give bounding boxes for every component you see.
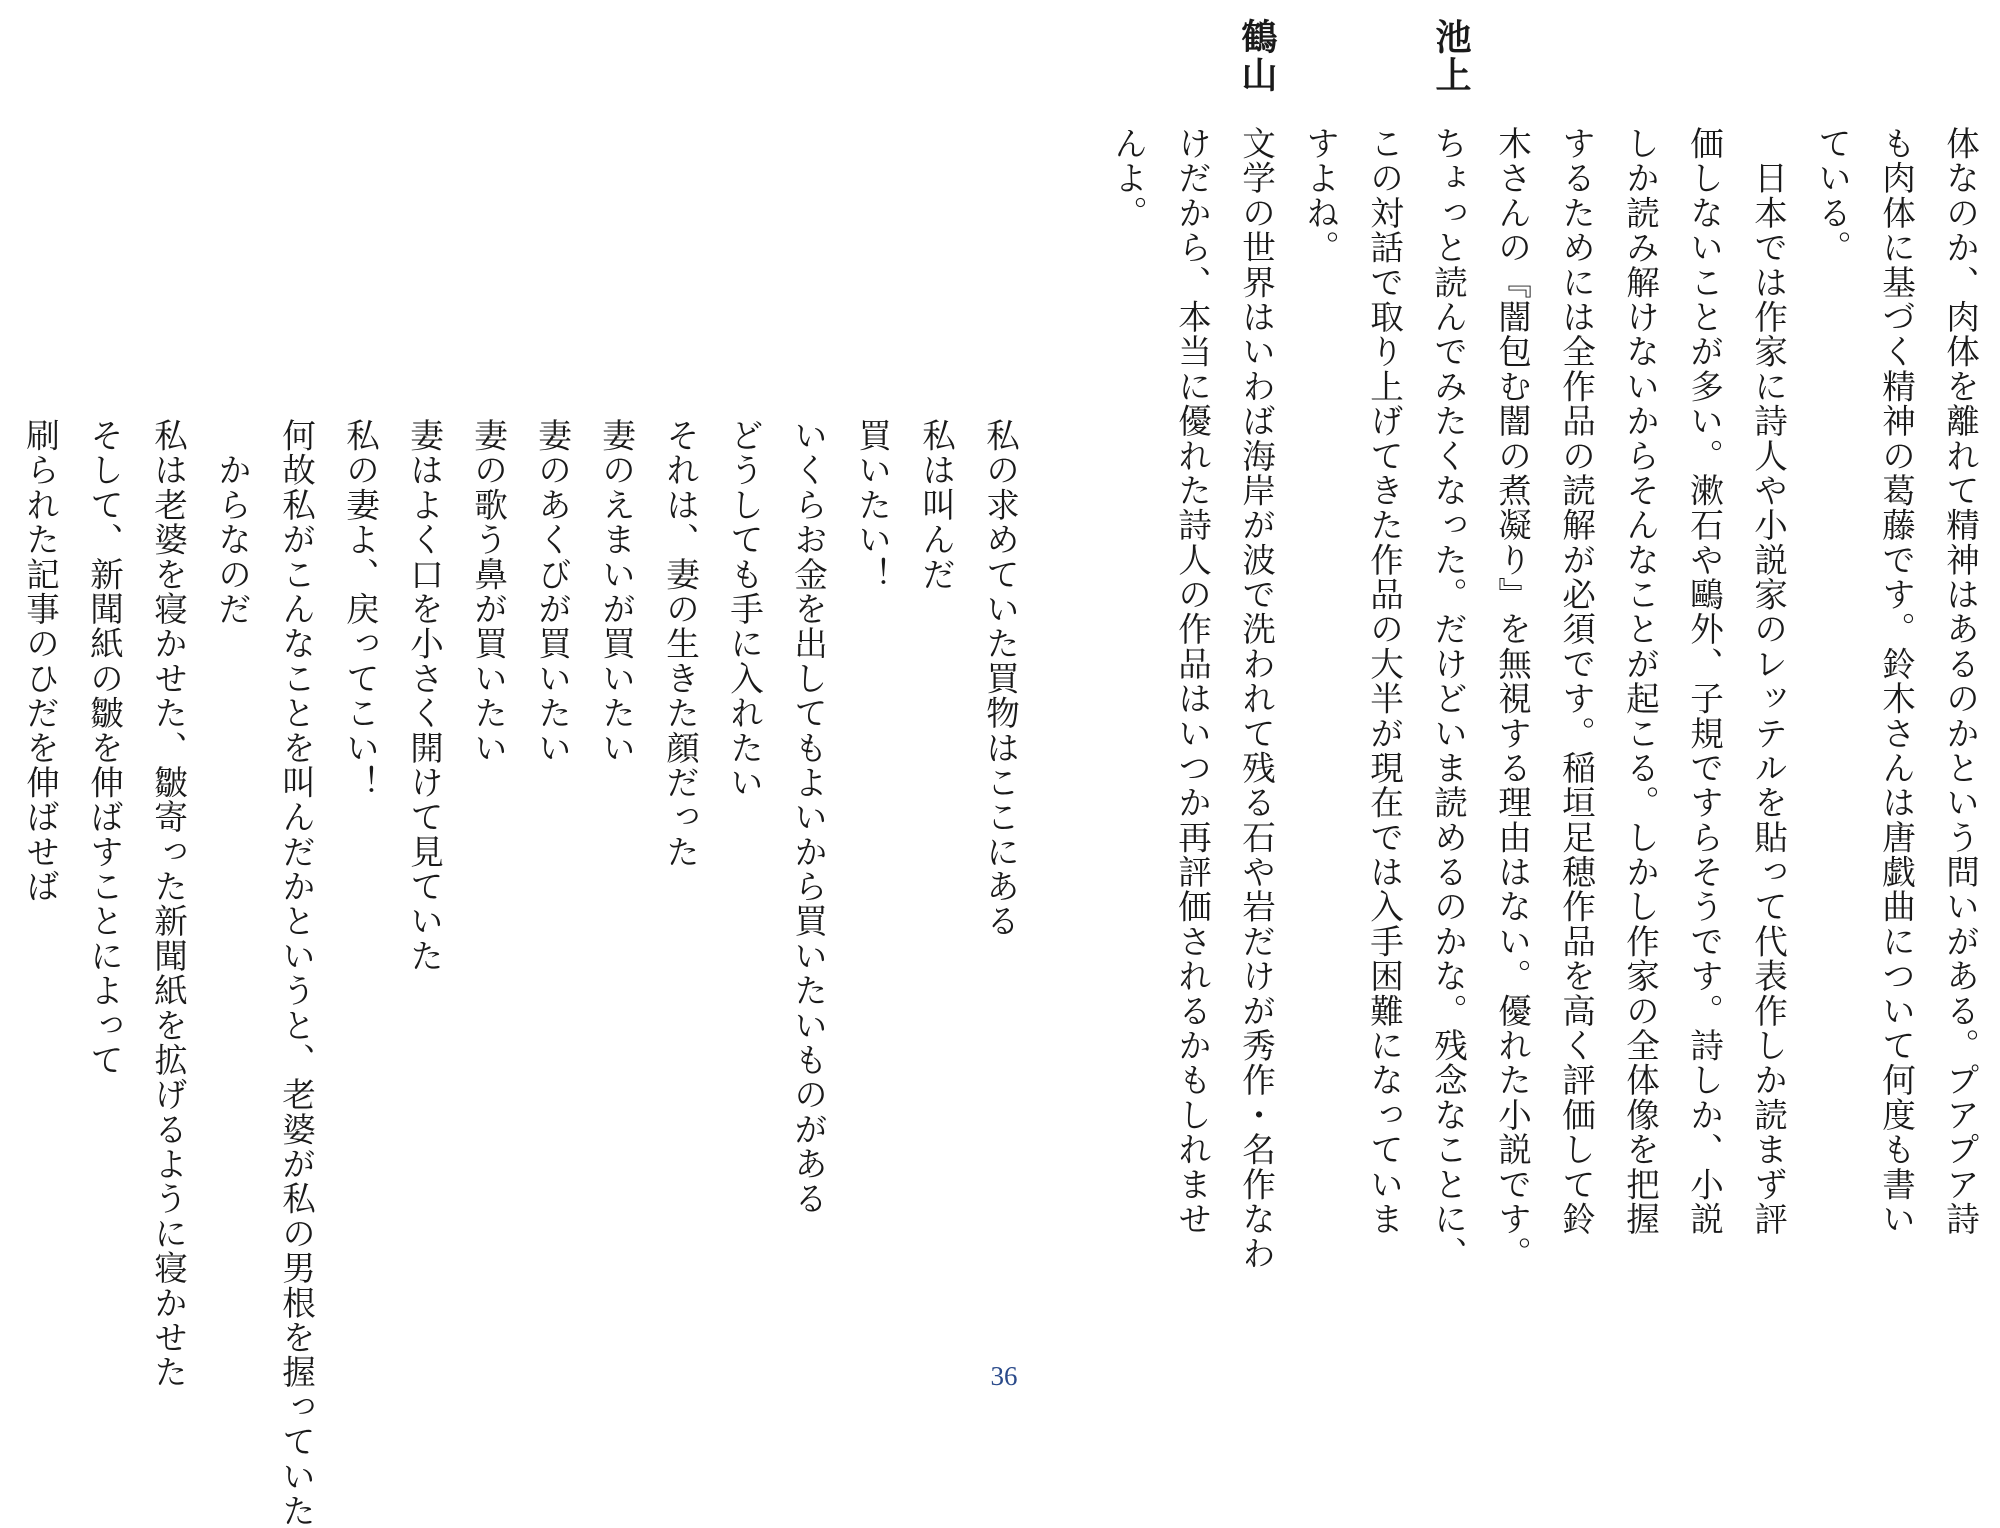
poem-line-2: 私は叫んだ	[916, 418, 956, 592]
dialogue-line-7: するためには全作品の読解が必須です。稲垣足穂作品を高く評価して鈴	[1556, 126, 1596, 1237]
dialogue-line-14: んよ。	[1108, 126, 1148, 231]
poem-line-15: そして、新聞紙の皺を伸ばすことによって	[84, 418, 124, 1078]
dialogue-line-9: ちょっと読んでみたくなった。だけどいま読めるのかな。残念なことに、	[1428, 126, 1468, 1271]
poem-line-1: 私の求めていた買物はここにある	[980, 418, 1020, 939]
dialogue-line-1: 体なのか、肉体を離れて精神はあるのかという問いがある。プアプア詩	[1940, 126, 1980, 1237]
dialogue-line-4: 日本では作家に詩人や小説家のレッテルを貼って代表作しか読まず評	[1748, 126, 1788, 1237]
poem-line-16: 刷られた記事のひだを伸ばせば	[20, 418, 60, 904]
dialogue-line-8: 木さんの『闇包む闇の煮凝り』を無視する理由はない。優れた小説です。	[1492, 126, 1532, 1271]
dialogue-line-6: しか読み解けないからそんなことが起こる。しかし作家の全体像を把握	[1620, 126, 1660, 1237]
speaker-ikegami: 池上	[1430, 18, 1471, 94]
poem-line-14: 私は老婆を寝かせた、皺寄った新聞紙を拡げるように寝かせた	[148, 418, 188, 1390]
poem-line-4: いくらお金を出してもよいから買いたいものがある	[788, 418, 828, 1216]
poem-line-12: 何故私がこんなことを叫んだかというと、老婆が私の男根を握っていた	[276, 418, 316, 1528]
dialogue-line-12: 文学の世界はいわば海岸が波で洗われて残る石や岩だけが秀作・名作なわ	[1236, 126, 1276, 1271]
poem-line-6: それは、妻の生きた顔だった	[660, 418, 700, 869]
poem-line-10: 妻はよく口を小さく開けて見ていた	[404, 418, 444, 974]
dialogue-line-13: けだから、本当に優れた詩人の作品はいつか再評価されるかもしれませ	[1172, 126, 1212, 1237]
poem-line-13: からなのだ	[212, 418, 252, 627]
poem-line-5: どうしても手に入れたい	[724, 418, 764, 800]
page-number: 36	[990, 1361, 1018, 1391]
dialogue-line-5: 価しないことが多い。漱石や鷗外、子規ですらそうです。詩しか、小説	[1684, 126, 1724, 1237]
speaker-tsuruyama: 鶴山	[1236, 18, 1277, 94]
poem-line-7: 妻のえまいが買いたい	[596, 418, 636, 765]
poem-line-8: 妻のあくびが買いたい	[532, 418, 572, 765]
dialogue-line-11: すよね。	[1300, 126, 1340, 265]
dialogue-line-3: ている。	[1812, 126, 1852, 265]
poem-line-3: 買いたい！	[852, 418, 892, 592]
poem-line-11: 私の妻よ、戻ってこい！	[340, 418, 380, 800]
poem-line-9: 妻の歌う鼻が買いたい	[468, 418, 508, 765]
dialogue-line-10: この対話で取り上げてきた作品の大半が現在では入手困難になっていま	[1364, 126, 1404, 1237]
dialogue-line-2: も肉体に基づく精神の葛藤です。鈴木さんは唐戯曲について何度も書い	[1876, 126, 1916, 1237]
